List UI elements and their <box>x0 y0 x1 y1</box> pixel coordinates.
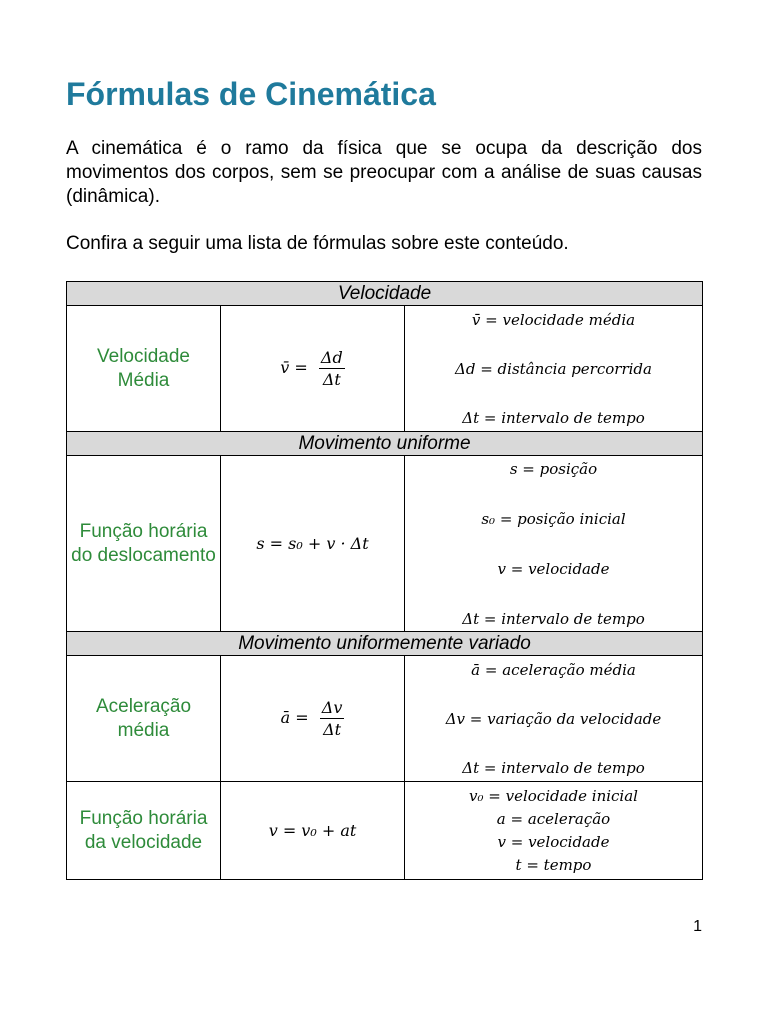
formula-expression: v = v₀ + at <box>268 821 357 840</box>
definition: s₀ = posição inicial <box>481 509 626 528</box>
definitions-cell <box>405 306 703 432</box>
definition: v̄ = velocidade média <box>471 310 636 329</box>
formula-cell <box>221 782 405 880</box>
section-header-row <box>67 282 703 306</box>
formulas-table <box>66 281 703 880</box>
definition: ā = aceleração média <box>471 660 636 679</box>
formula-name-text: Aceleração média <box>95 695 192 741</box>
formula-name-text: Função horária da velocidade <box>79 807 208 853</box>
definition: v = velocidade <box>497 559 610 578</box>
definition: Δt = intervalo de tempo <box>462 408 645 427</box>
formula-name <box>67 782 221 880</box>
definitions-cell <box>405 456 703 632</box>
intro-paragraph: A cinemática é o ramo da física que se ocupa da descrição dos movimentos dos corpos, sem se preocupar com a análise de suas causas (dinâmica). <box>66 138 702 207</box>
formula-name <box>67 456 221 632</box>
page-title: Fórmulas de Cinemática <box>66 76 436 112</box>
section-header: Movimento uniformemente variado <box>67 632 703 656</box>
page-number: 1 <box>693 918 702 935</box>
formula-name <box>67 306 221 432</box>
section-header-row <box>67 432 703 456</box>
definition: a = aceleração <box>496 810 611 828</box>
section-header-row <box>67 632 703 656</box>
definition: Δt = intervalo de tempo <box>462 609 645 628</box>
formula-cell <box>221 456 405 632</box>
fraction-numerator: Δd <box>320 348 343 367</box>
table-row <box>67 306 703 432</box>
definition: v = velocidade <box>497 833 610 851</box>
formula-name <box>67 656 221 782</box>
definitions-cell <box>405 782 703 880</box>
section-header: Movimento uniforme <box>67 432 703 456</box>
formula-lhs: v̄ = <box>280 358 308 377</box>
definition: s = posição <box>509 459 598 478</box>
formula-lhs: ā = <box>280 708 309 727</box>
fraction-numerator: Δv <box>321 698 343 717</box>
formula-name-text: Função horária do deslocamento <box>71 520 216 566</box>
fraction <box>320 698 345 739</box>
section-header: Velocidade <box>67 282 703 306</box>
definition: Δv = variação da velocidade <box>445 709 662 728</box>
fraction <box>319 348 345 389</box>
fraction-denominator: Δt <box>322 370 341 389</box>
formula-cell <box>221 306 405 432</box>
definitions-cell <box>405 656 703 782</box>
table-row <box>67 656 703 782</box>
definition: Δt = intervalo de tempo <box>462 758 645 777</box>
definition: v₀ = velocidade inicial <box>469 787 638 805</box>
table-row <box>67 782 703 880</box>
intro-paragraph-2: Confira a seguir uma lista de fórmulas sobre este conteúdo. <box>66 233 569 254</box>
formula-expression: s = s₀ + v · Δt <box>256 534 369 553</box>
definition: t = tempo <box>515 856 592 874</box>
fraction-denominator: Δt <box>323 720 342 739</box>
definition: Δd = distância percorrida <box>455 359 652 378</box>
table-row <box>67 456 703 632</box>
formula-name-text: Velocidade Média <box>97 345 190 391</box>
formula-cell <box>221 656 405 782</box>
